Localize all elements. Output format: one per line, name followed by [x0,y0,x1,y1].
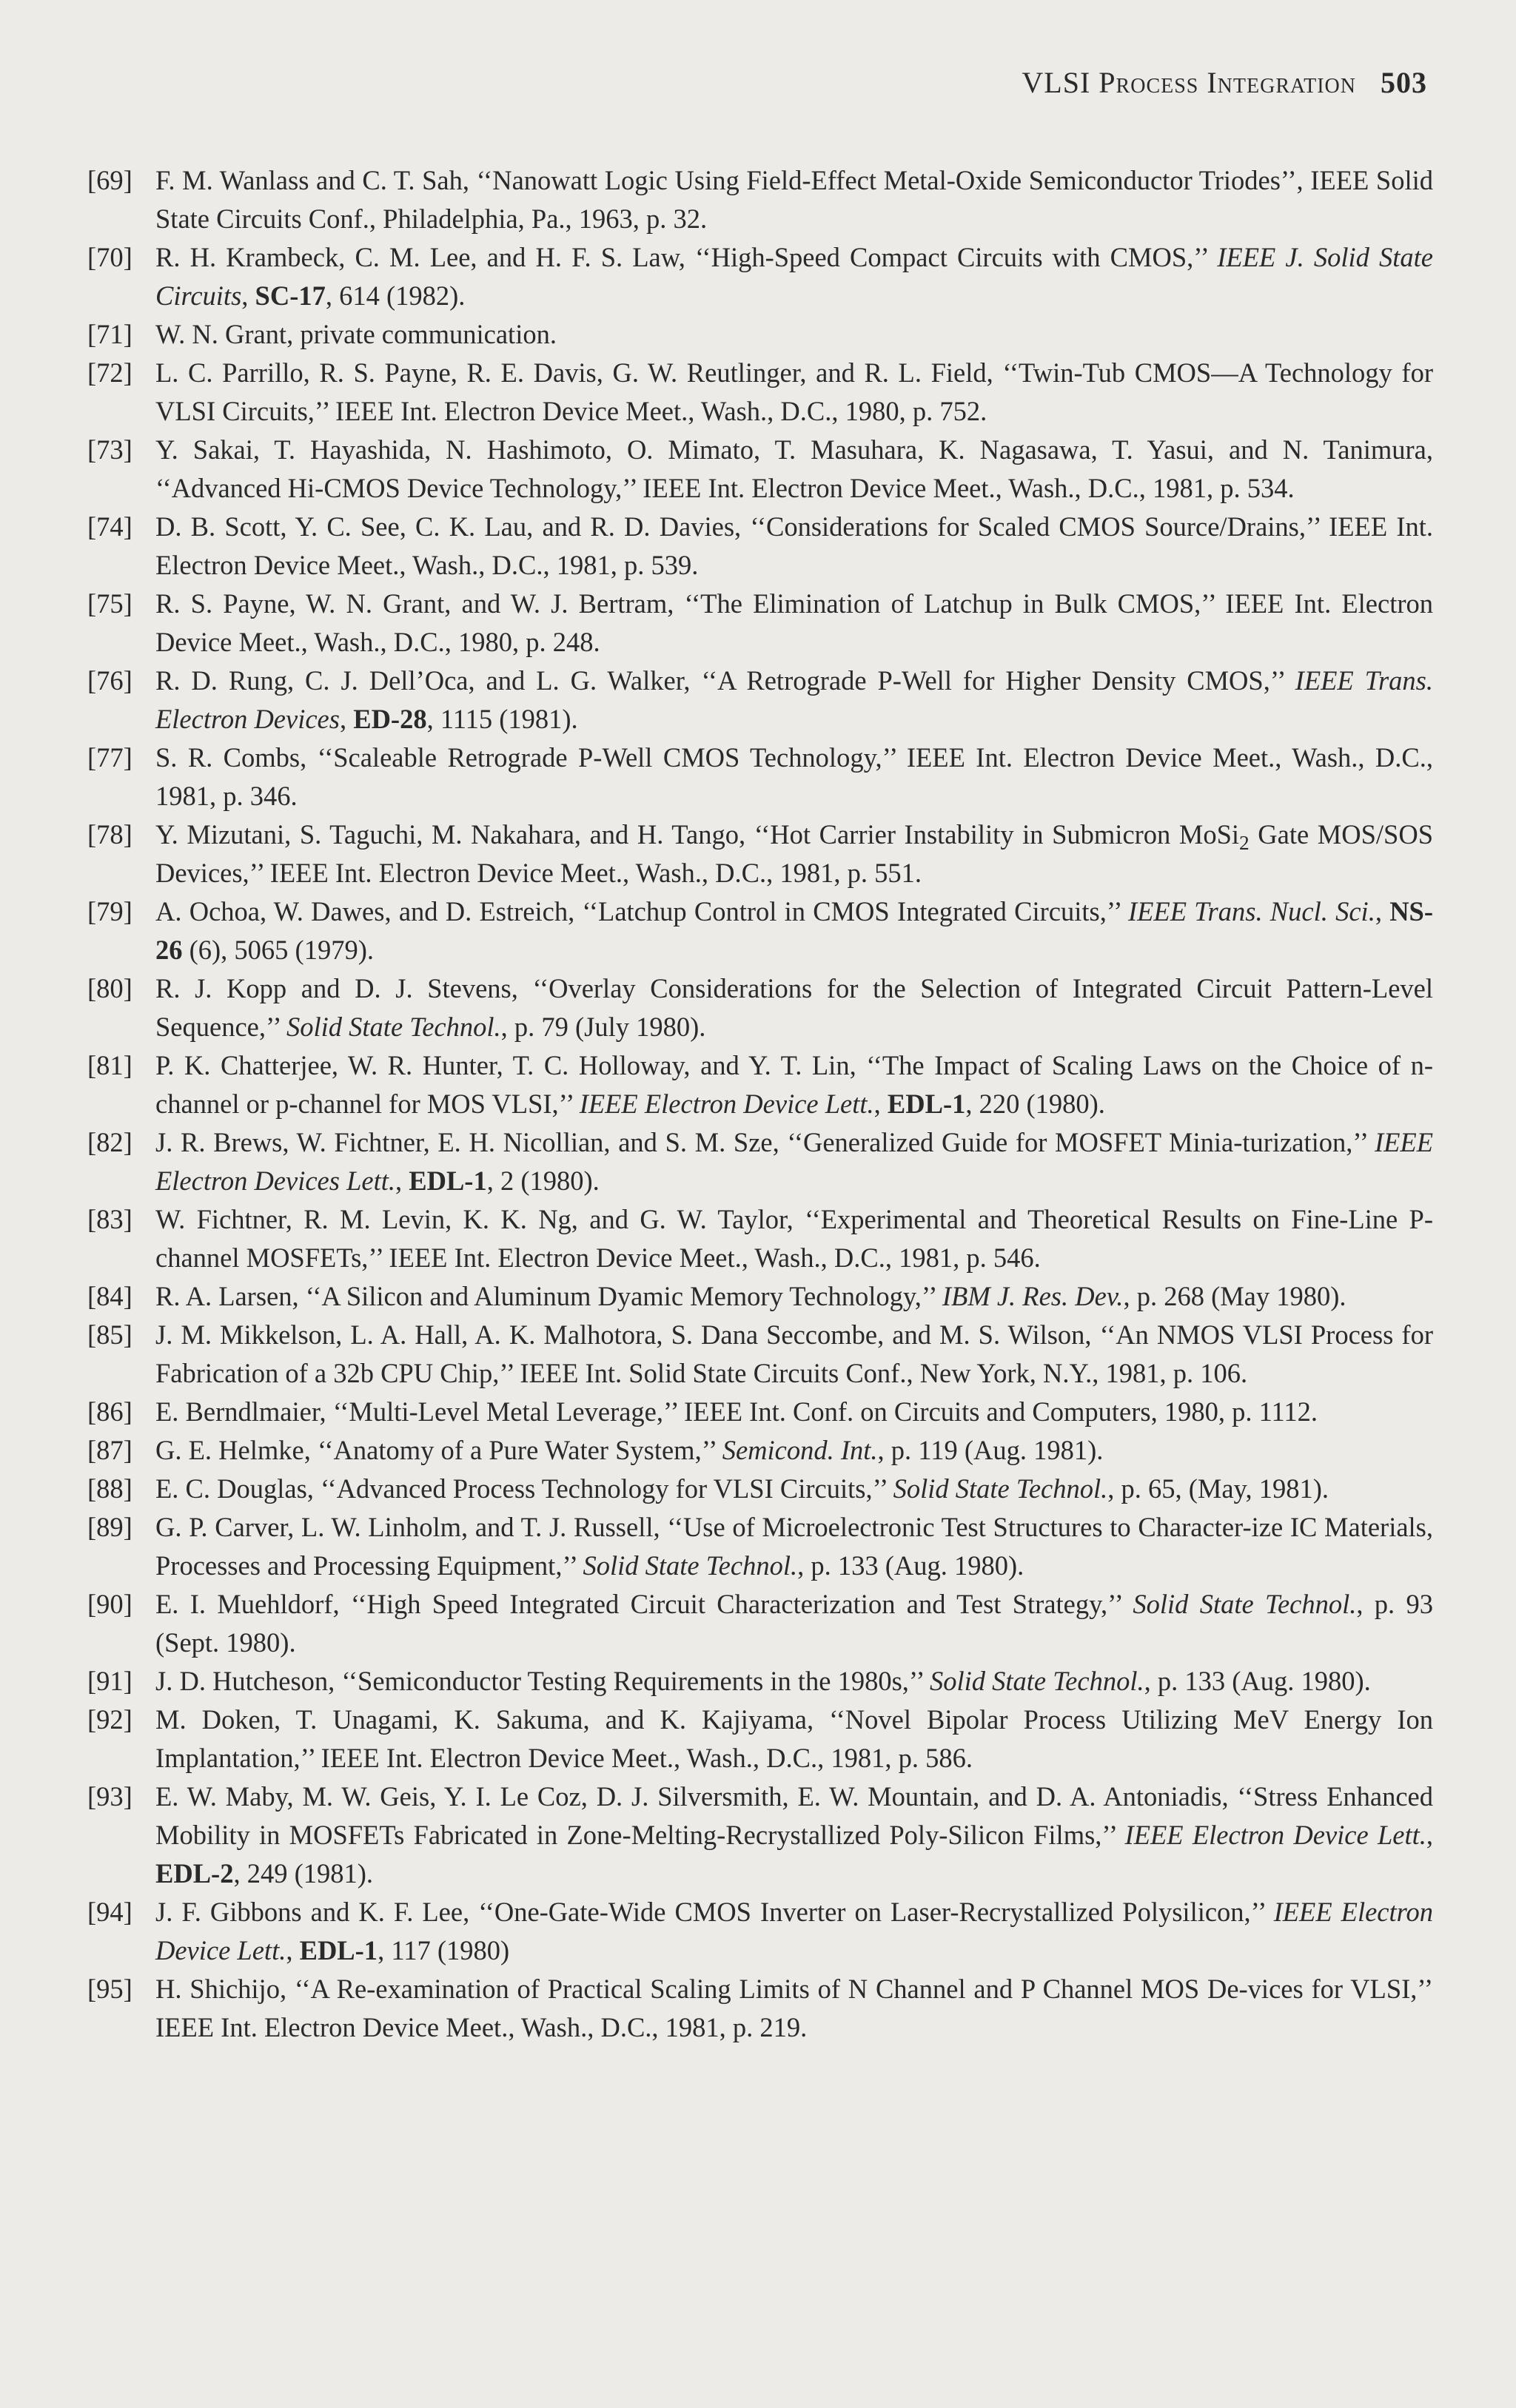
reference-list [87,161,1433,2047]
reference-text-segment: R. A. Larsen, ‘‘A Silicon and Aluminum Dyamic Memory Technology,’’ [155,1281,942,1311]
reference-text-segment: J. M. Mikkelson, L. A. Hall, A. K. Malhotora, S. Dana Seccombe, and M. S. Wilson, ‘‘An NMOS VLSI Process for Fabrication of a 32b CPU Chip,’’ IEEE Int. Solid State Circuits Conf., New York, N.Y., 1981, p. 106. [155,1319,1433,1388]
journal-name: IEEE Electron Device Lett. [579,1089,874,1119]
reference-text-segment: A. Ochoa, W. Dawes, and D. Estreich, ‘‘Latchup Control in CMOS Integrated Circuits,’’ [155,896,1128,926]
reference-text-segment: F. M. Wanlass and C. T. Sah, ‘‘Nanowatt Logic Using Field-Effect Metal-Oxide Semiconductor Triodes’’, IEEE Solid State Circuits Conf., Philadelphia, Pa., 1963, p. 32. [155,165,1433,234]
reference-entry [87,431,1433,508]
reference-text-segment: , [1426,1820,1433,1850]
reference-text [155,1589,1433,1658]
reference-text-segment: R. J. Kopp and D. J. Stevens, ‘‘Overlay Considerations for the Selection of Integrated Circuit Pattern-Level Sequence,’’ [155,973,1433,1042]
reference-text-segment: , 2 (1980). [486,1166,600,1196]
reference-number: [75] [87,588,133,619]
reference-text [155,1204,1433,1273]
reference-text [155,1319,1433,1388]
volume-number: EDL-1 [299,1935,378,1965]
reference-text-segment: Y. Sakai, T. Hayashida, N. Hashimoto, O. Mimato, T. Masuhara, K. Nagasawa, T. Yasui, and N. Tanimura, ‘‘Advanced Hi-CMOS Device Technology,’’ IEEE Int. Electron Device Meet., Wash., D.C., 1981, p. 534. [155,434,1433,503]
reference-text [155,1897,1433,1965]
volume-number: NS-26 [155,896,1434,965]
reference-entry [87,238,1433,315]
reference-text-segment: , 220 (1980). [965,1089,1105,1119]
page-number: 503 [1381,66,1427,99]
reference-text [155,973,1433,1042]
journal-name: IEEE Electron Device Lett. [155,1897,1433,1965]
reference-number: [80] [87,973,133,1003]
reference-text-segment: S. R. Combs, ‘‘Scaleable Retrograde P-Well CMOS Technology,’’ IEEE Int. Electron Device Meet., Wash., D.C., 1981, p. 346. [155,742,1433,811]
reference-text [155,1974,1433,2042]
journal-name: Solid State Technol. [893,1473,1108,1504]
reference-text [155,588,1433,657]
running-title-vlsi: VLSI [1022,66,1091,99]
reference-text-segment: , [286,1935,300,1965]
reference-text [155,434,1433,503]
reference-text [155,511,1433,580]
reference-number: [84] [87,1281,133,1311]
reference-text [155,1704,1433,1773]
reference-entry [87,1585,1433,1662]
reference-text-segment: , 249 (1981). [233,1858,374,1889]
reference-text-segment: R. H. Krambeck, C. M. Lee, and H. F. S. Law, ‘‘High-Speed Compact Circuits with CMOS,’’ [155,242,1218,272]
reference-text-segment: H. Shichijo, ‘‘A Re-examination of Practical Scaling Limits of N Channel and P Channel MOS De-vices for VLSI,’’ IEEE Int. Electron Device Meet., Wash., D.C., 1981, p. 219. [155,1974,1433,2042]
reference-number: [81] [87,1050,133,1080]
reference-text-segment: , [241,280,255,311]
reference-text-segment: , p. 79 (July 1980). [500,1012,706,1042]
reference-entry [87,1316,1433,1393]
reference-text-segment: W. N. Grant, private communication. [155,319,557,349]
reference-text-segment: D. B. Scott, Y. C. See, C. K. Lau, and R. D. Davies, ‘‘Considerations for Scaled CMOS Source/Drains,’’ IEEE Int. Electron Device Meet., Wash., D.C., 1981, p. 539. [155,511,1433,580]
reference-number: [90] [87,1589,133,1619]
reference-entry [87,1470,1433,1508]
reference-text [155,1473,1329,1504]
reference-text-segment: J. D. Hutcheson, ‘‘Semiconductor Testing Requirements in the 1980s,’’ [155,1666,930,1696]
reference-text [155,357,1433,426]
reference-entry [87,315,1433,354]
reference-text-segment: , [395,1166,409,1196]
reference-text-segment: , p. 268 (May 1980). [1123,1281,1346,1311]
running-title-process-integration: Process Integration [1099,66,1356,99]
reference-text-segment: 2 [1239,832,1250,855]
reference-text-segment: Y. Mizutani, S. Taguchi, M. Nakahara, and H. Tango, ‘‘Hot Carrier Instability in Submicron MoSi [155,819,1240,850]
reference-number: [72] [87,357,133,388]
reference-text [155,896,1433,965]
reference-entry [87,508,1433,585]
reference-text-segment: L. C. Parrillo, R. S. Payne, R. E. Davis, G. W. Reutlinger, and R. L. Field, ‘‘Twin-Tub CMOS—A Technology for VLSI Circuits,’’ IEEE Int. Electron Device Meet., Wash., D.C., 1980, p. 752. [155,357,1433,426]
reference-number: [88] [87,1473,133,1504]
reference-number: [87] [87,1435,133,1465]
reference-text [155,1666,1371,1696]
reference-number: [89] [87,1512,133,1542]
reference-text-segment: , 614 (1982). [325,280,466,311]
reference-number: [69] [87,165,133,195]
reference-text [155,1435,1103,1465]
running-header [1022,65,1427,100]
reference-entry [87,1970,1433,2047]
reference-entry [87,585,1433,662]
reference-text [155,742,1433,811]
volume-number: EDL-1 [887,1089,966,1119]
reference-text-segment: , [1375,896,1390,926]
reference-entry [87,1662,1433,1701]
reference-entry [87,1431,1433,1470]
volume-number: ED-28 [353,704,427,734]
reference-text-segment: J. R. Brews, W. Fichtner, E. H. Nicollian, and S. M. Sze, ‘‘Generalized Guide for MOSFET Minia-turization,’’ [155,1127,1375,1157]
reference-number: [95] [87,1974,133,2004]
reference-text [155,1050,1433,1119]
reference-text-segment: , 117 (1980) [378,1935,510,1965]
reference-entry [87,662,1433,739]
reference-number: [85] [87,1319,133,1350]
reference-text-segment: E. W. Maby, M. W. Geis, Y. I. Le Coz, D. J. Silversmith, E. W. Mountain, and D. A. Antoniadis, ‘‘Stress Enhanced Mobility in MOSFETs Fabricated in Zone-Melting-Recrystallized Poly-Silicon Films,’’ [155,1781,1433,1850]
reference-entry [87,892,1433,969]
reference-text-segment: , p. 93 (Sept. 1980). [155,1589,1433,1658]
volume-number: EDL-2 [155,1858,234,1889]
reference-text-segment: J. F. Gibbons and K. F. Lee, ‘‘One-Gate-Wide CMOS Inverter on Laser-Recrystallized Polysilicon,’’ [155,1897,1274,1927]
journal-name: Semicond. Int. [722,1435,878,1465]
reference-text [155,1396,1318,1427]
reference-text-segment: E. Berndlmaier, ‘‘Multi-Level Metal Leverage,’’ IEEE Int. Conf. on Circuits and Computers, 1980, p. 1112. [155,1396,1318,1427]
reference-entry [87,1893,1433,1970]
reference-text-segment: , p. 119 (Aug. 1981). [877,1435,1104,1465]
reference-number: [77] [87,742,133,773]
reference-entry [87,815,1433,892]
journal-name: Solid State Technol. [1133,1589,1357,1619]
reference-number: [79] [87,896,133,926]
reference-text [155,319,557,349]
volume-number: EDL-1 [409,1166,487,1196]
reference-text-segment: W. Fichtner, R. M. Levin, K. K. Ng, and G. W. Taylor, ‘‘Experimental and Theoretical Results on Fine-Line P-channel MOSFETs,’’ IEEE Int. Electron Device Meet., Wash., D.C., 1981, p. 546. [155,1204,1433,1273]
reference-entry [87,1200,1433,1277]
reference-entry [87,1508,1433,1585]
reference-text [155,665,1433,734]
reference-text-segment: , p. 133 (Aug. 1980). [797,1550,1024,1581]
reference-entry [87,969,1433,1046]
reference-text-segment: E. I. Muehldorf, ‘‘High Speed Integrated Circuit Characterization and Test Strategy,’’ [155,1589,1133,1619]
reference-entry [87,739,1433,815]
reference-number: [83] [87,1204,133,1234]
journal-name: IEEE J. Solid State Circuits [155,242,1433,311]
reference-entry [87,161,1433,238]
reference-entry [87,1701,1433,1778]
reference-number: [82] [87,1127,133,1157]
reference-text [155,165,1433,234]
reference-text-segment: E. C. Douglas, ‘‘Advanced Process Technology for VLSI Circuits,’’ [155,1473,893,1504]
journal-name: IEEE Electron Devices Lett. [155,1127,1433,1196]
reference-entry [87,1277,1433,1316]
reference-number: [71] [87,319,133,349]
journal-name: Solid State Technol. [583,1550,798,1581]
reference-number: [73] [87,434,133,465]
reference-text-segment: , p. 65, (May, 1981). [1107,1473,1329,1504]
reference-number: [92] [87,1704,133,1735]
reference-number: [76] [87,665,133,696]
reference-entry [87,354,1433,431]
reference-text-segment: , p. 133 (Aug. 1980). [1144,1666,1371,1696]
reference-number: [74] [87,511,133,542]
reference-entry [87,1778,1433,1893]
reference-number: [94] [87,1897,133,1927]
reference-text-segment: M. Doken, T. Unagami, K. Sakuma, and K. Kajiyama, ‘‘Novel Bipolar Process Utilizing MeV Energy Ion Implantation,’’ IEEE Int. Electron Device Meet., Wash., D.C., 1981, p. 586. [155,1704,1433,1773]
reference-entry [87,1046,1433,1123]
reference-number: [91] [87,1666,133,1696]
journal-name: Solid State Technol. [929,1666,1144,1696]
reference-entry [87,1393,1433,1431]
journal-name: IBM J. Res. Dev. [942,1281,1124,1311]
journal-name: IEEE Electron Device Lett. [1124,1820,1426,1850]
reference-text-segment: , [873,1089,888,1119]
reference-number: [78] [87,819,133,850]
reference-text-segment: , [339,704,354,734]
reference-text [155,1281,1346,1311]
reference-number: [86] [87,1396,133,1427]
reference-text-segment: P. K. Chatterjee, W. R. Hunter, T. C. Holloway, and Y. T. Lin, ‘‘The Impact of Scaling Laws on the Choice of n-channel or p-channel for MOS VLSI,’’ [155,1050,1433,1119]
journal-name: IEEE Trans. Nucl. Sci. [1127,896,1375,926]
reference-text-segment: G. E. Helmke, ‘‘Anatomy of a Pure Water System,’’ [155,1435,722,1465]
reference-entry [87,1123,1433,1200]
reference-text-segment: G. P. Carver, L. W. Linholm, and T. J. Russell, ‘‘Use of Microelectronic Test Structures to Character-ize IC Materials, Processes and Processing Equipment,’’ [155,1512,1433,1581]
reference-text [155,1512,1433,1581]
reference-text-segment: R. D. Rung, C. J. Dell’Oca, and L. G. Walker, ‘‘A Retrograde P-Well for Higher Density CMOS,’’ [155,665,1295,696]
reference-text-segment: R. S. Payne, W. N. Grant, and W. J. Bertram, ‘‘The Elimination of Latchup in Bulk CMOS,’’ IEEE Int. Electron Device Meet., Wash., D.C., 1980, p. 248. [155,588,1433,657]
reference-text-segment: , 1115 (1981). [426,704,578,734]
reference-number: [70] [87,242,133,272]
reference-text [155,242,1433,311]
journal-name: Solid State Technol. [286,1012,501,1042]
reference-text [155,1127,1433,1196]
reference-number: [93] [87,1781,133,1812]
journal-name: IEEE Trans. Electron Devices [155,665,1433,734]
reference-text [155,819,1433,888]
reference-text-segment: Gate MOS/SOS Devices,’’ IEEE Int. Electron Device Meet., Wash., D.C., 1981, p. 551. [155,819,1433,888]
volume-number: SC-17 [255,280,326,311]
reference-text-segment: (6), 5065 (1979). [182,935,374,965]
reference-text [155,1781,1433,1889]
